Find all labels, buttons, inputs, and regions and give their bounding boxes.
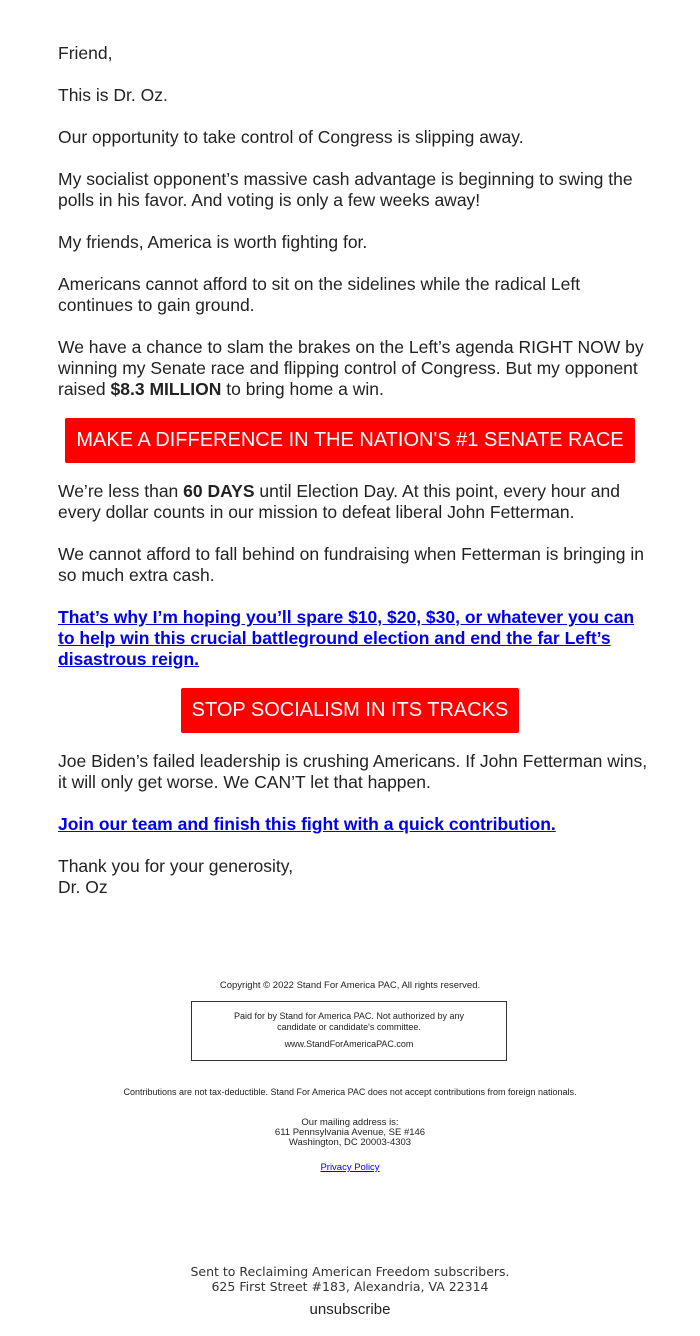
privacy-policy-link[interactable]: Privacy Policy — [320, 1162, 380, 1173]
paid-for-box — [191, 1001, 507, 1061]
copyright-text: Copyright © 2022 Stand For America PAC, All rights reserved. — [219, 980, 481, 991]
mailing-label: Our mailing address is: — [301, 1117, 399, 1128]
mailing-address-line-1: 611 Pennsylvania Avenue, SE #146 — [274, 1127, 426, 1138]
paragraph-5-tail: to bring home a win. — [221, 379, 384, 399]
paragraph-1: Our opportunity to take control of Congress is slipping away. — [58, 127, 524, 147]
paragraph-7: We cannot afford to fall behind on fundraising when Fetterman is bringing in so much extra cash. — [58, 544, 644, 585]
stop-socialism-button[interactable]: STOP SOCIALISM IN ITS TRACKS — [181, 688, 519, 733]
greeting: Friend, — [58, 43, 113, 63]
paragraph-5 — [58, 337, 648, 400]
join-team-link[interactable]: Join our team and finish this fight with a quick contribution. — [58, 814, 556, 834]
paragraph-6 — [58, 481, 648, 523]
donation-amount-link[interactable]: That’s why I’m hoping you’ll spare $10, $20, $30, or whatever you can to help win this crucial battleground election and end the far Left’s disastrous reign. — [58, 607, 635, 669]
privacy-policy-wrapper — [0, 1162, 700, 1173]
signoff-thanks: Thank you for your generosity, — [58, 856, 294, 876]
cash-amount: $8.3 MILLION — [110, 379, 222, 399]
senate-race-donate-button[interactable]: MAKE A DIFFERENCE IN THE NATION'S #1 SENATE RACE — [65, 418, 635, 463]
unsubscribe-link[interactable]: unsubscribe — [309, 1301, 391, 1318]
paragraph-2: My socialist opponent’s massive cash advantage is beginning to swing the polls in his favor. And voting is only a few weeks away! — [58, 169, 633, 210]
sent-to-text: Sent to Reclaiming American Freedom subscribers. — [190, 1264, 510, 1279]
paragraph-5-text: We have a chance to slam the brakes on the Left’s agenda RIGHT NOW by winning my Senate race and flipping control of Congress. But my opponent raised — [58, 337, 644, 399]
sender-address: 625 First Street #183, Alexandria, VA 22314 — [211, 1279, 489, 1294]
paid-for-text: Paid for by Stand for America PAC. Not authorized by any candidate or candidate's committee. — [234, 1011, 464, 1032]
signoff-name: Dr. Oz — [58, 877, 108, 897]
paragraph-6-text: We’re less than — [58, 481, 184, 501]
paragraph-8: Joe Biden’s failed leadership is crushing Americans. If John Fetterman wins, it will only get worse. We CAN’T let that happen. — [58, 751, 648, 792]
paragraph-3: My friends, America is worth fighting for. — [58, 232, 368, 252]
mailing-address-line-2: Washington, DC 20003-4303 — [288, 1137, 412, 1148]
paragraph-4: Americans cannot afford to sit on the sidelines while the radical Left continues to gain ground. — [58, 274, 581, 315]
website-text: www.StandForAmericaPAC.com — [284, 1039, 414, 1049]
days-count: 60 DAYS — [183, 481, 255, 501]
tax-disclaimer: Contributions are not tax-deductible. Stand For America PAC does not accept contributions from foreign nationals. — [123, 1087, 577, 1097]
paragraph-6-tail: until Election Day. At this point, every hour and every dollar counts in our mission to defeat liberal John Fetterman. — [58, 481, 620, 522]
intro-line: This is Dr. Oz. — [58, 85, 168, 105]
